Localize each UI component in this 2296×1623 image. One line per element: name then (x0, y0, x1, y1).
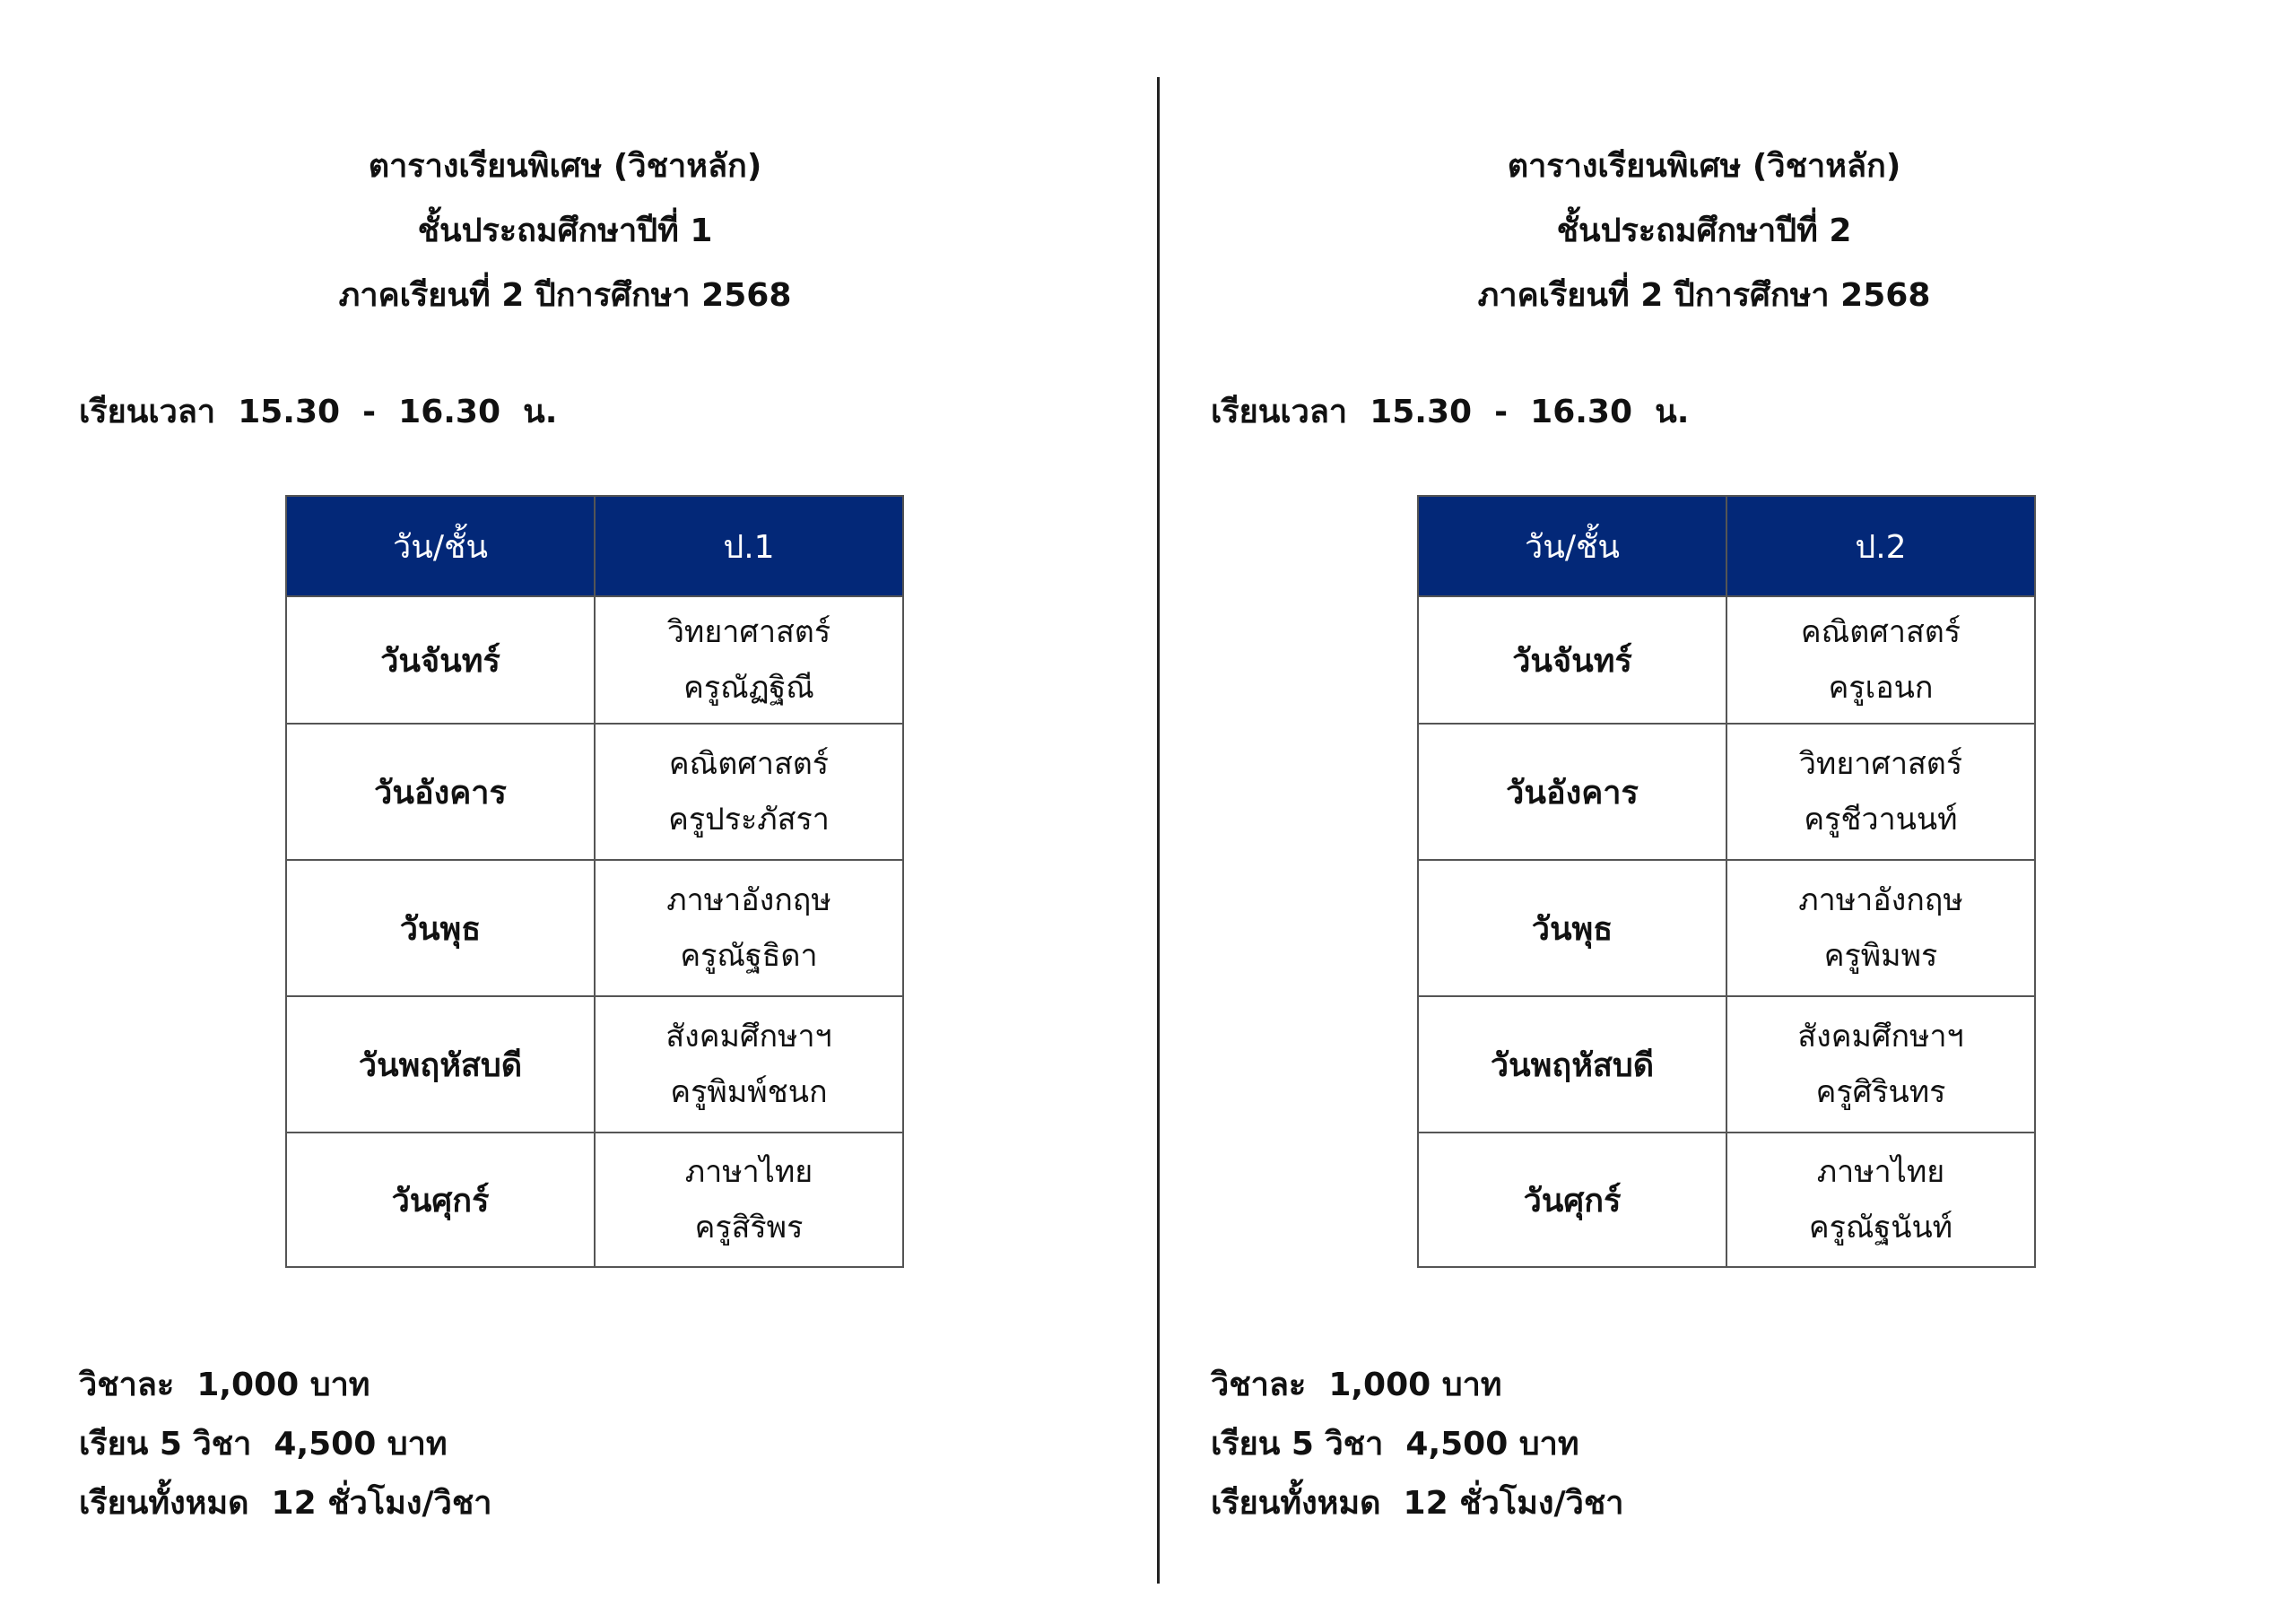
subject-name: สังคมศึกษาฯ (665, 1019, 832, 1055)
day-cell: วันพุธ (1418, 860, 1726, 996)
subject-cell (595, 996, 903, 1133)
day-cell: วันอังคาร (1418, 724, 1726, 860)
teacher-name: ครูพิมพ์ชนก (670, 1074, 828, 1110)
teacher-name: ครูพิมพร (1823, 938, 1938, 974)
day-cell: วันพฤหัสบดี (286, 996, 595, 1133)
fee-info (1211, 1356, 1624, 1533)
day-cell: วันศุกร์ (286, 1133, 595, 1267)
fee-per-subject: วิชาละ 1,000 บาท (1211, 1367, 1502, 1403)
subject-cell (1726, 860, 2035, 996)
subject-cell (595, 724, 903, 860)
teacher-name: ครูชีวานนท์ (1804, 802, 1958, 838)
teacher-name: ครูประภัสรา (668, 802, 830, 838)
day-cell: วันศุกร์ (1418, 1133, 1726, 1267)
schedule-title: ตารางเรียนพิเศษ (วิชาหลัก) (1507, 148, 1901, 185)
day-cell: วันจันทร์ (1418, 596, 1726, 724)
table-row (1418, 1133, 2035, 1267)
teacher-name: ครูศิรินทร (1815, 1074, 1946, 1110)
day-cell: วันพุธ (286, 860, 595, 996)
table-row (1418, 724, 2035, 860)
subject-cell (1726, 996, 2035, 1133)
subject-name: วิทยาศาสตร์ (1798, 746, 1963, 782)
day-cell: วันอังคาร (286, 724, 595, 860)
table-header-row (286, 496, 903, 596)
table-row (1418, 596, 2035, 724)
subject-name: ภาษาไทย (1816, 1154, 1945, 1190)
subject-cell (1726, 1133, 2035, 1267)
teacher-name: ครูเอนก (1828, 670, 1934, 706)
semester-year: ภาคเรียนที่ 2 ปีการศึกษา 2568 (1477, 277, 1931, 314)
schedule-table (285, 495, 904, 1268)
subject-name: ภาษาอังกฤษ (666, 882, 831, 918)
table-header-row (1418, 496, 2035, 596)
table-row (1418, 860, 2035, 996)
fee-per-subject: วิชาละ 1,000 บาท (79, 1367, 370, 1403)
semester-year: ภาคเรียนที่ 2 ปีการศึกษา 2568 (338, 277, 792, 314)
fee-info (79, 1356, 492, 1533)
class-time: เรียนเวลา 15.30 - 16.30 น. (1211, 394, 1690, 430)
subject-name: ภาษาอังกฤษ (1798, 882, 1963, 918)
column-header-class: ป.1 (595, 496, 903, 596)
schedule-heading (0, 135, 1130, 328)
grade-level: ชั้นประถมศึกษาปีที่ 2 (1556, 213, 1852, 249)
table-row (286, 1133, 903, 1267)
schedule-heading (1130, 135, 2278, 328)
fee-five-subjects: เรียน 5 วิชา 4,500 บาท (1211, 1426, 1579, 1462)
subject-name: ภาษาไทย (684, 1154, 813, 1190)
total-hours: เรียนทั้งหมด 12 ชั่วโมง/วิชา (79, 1485, 492, 1522)
subject-name: คณิตศาสตร์ (668, 746, 830, 782)
subject-cell (595, 860, 903, 996)
subject-cell (1726, 724, 2035, 860)
schedule-panel-grade-2 (1130, 0, 2260, 1623)
table-row (286, 996, 903, 1133)
column-header-class: ป.2 (1726, 496, 2035, 596)
subject-name: คณิตศาสตร์ (1800, 614, 1961, 650)
total-hours: เรียนทั้งหมด 12 ชั่วโมง/วิชา (1211, 1485, 1624, 1522)
teacher-name: ครูณัฐนันท์ (1808, 1210, 1953, 1245)
column-header-day: วัน/ชั้น (286, 496, 595, 596)
subject-cell (595, 596, 903, 724)
teacher-name: ครูณัฐธิดา (680, 938, 818, 974)
table-row (286, 724, 903, 860)
schedule-panel-grade-1 (0, 0, 1130, 1623)
schedule-title: ตารางเรียนพิเศษ (วิชาหลัก) (368, 148, 762, 185)
table-row (286, 860, 903, 996)
class-time: เรียนเวลา 15.30 - 16.30 น. (79, 394, 558, 430)
column-header-day: วัน/ชั้น (1418, 496, 1726, 596)
day-cell: วันพฤหัสบดี (1418, 996, 1726, 1133)
schedule-table (1417, 495, 2036, 1268)
table-row (1418, 996, 2035, 1133)
day-cell: วันจันทร์ (286, 596, 595, 724)
subject-cell (1726, 596, 2035, 724)
table-row (286, 596, 903, 724)
subject-cell (595, 1133, 903, 1267)
grade-level: ชั้นประถมศึกษาปีที่ 1 (417, 213, 713, 249)
teacher-name: ครูสิริพร (694, 1210, 804, 1245)
subject-name: วิทยาศาสตร์ (666, 614, 831, 650)
teacher-name: ครูณัฏฐิณี (683, 670, 814, 706)
subject-name: สังคมศึกษาฯ (1797, 1019, 1964, 1055)
fee-five-subjects: เรียน 5 วิชา 4,500 บาท (79, 1426, 448, 1462)
